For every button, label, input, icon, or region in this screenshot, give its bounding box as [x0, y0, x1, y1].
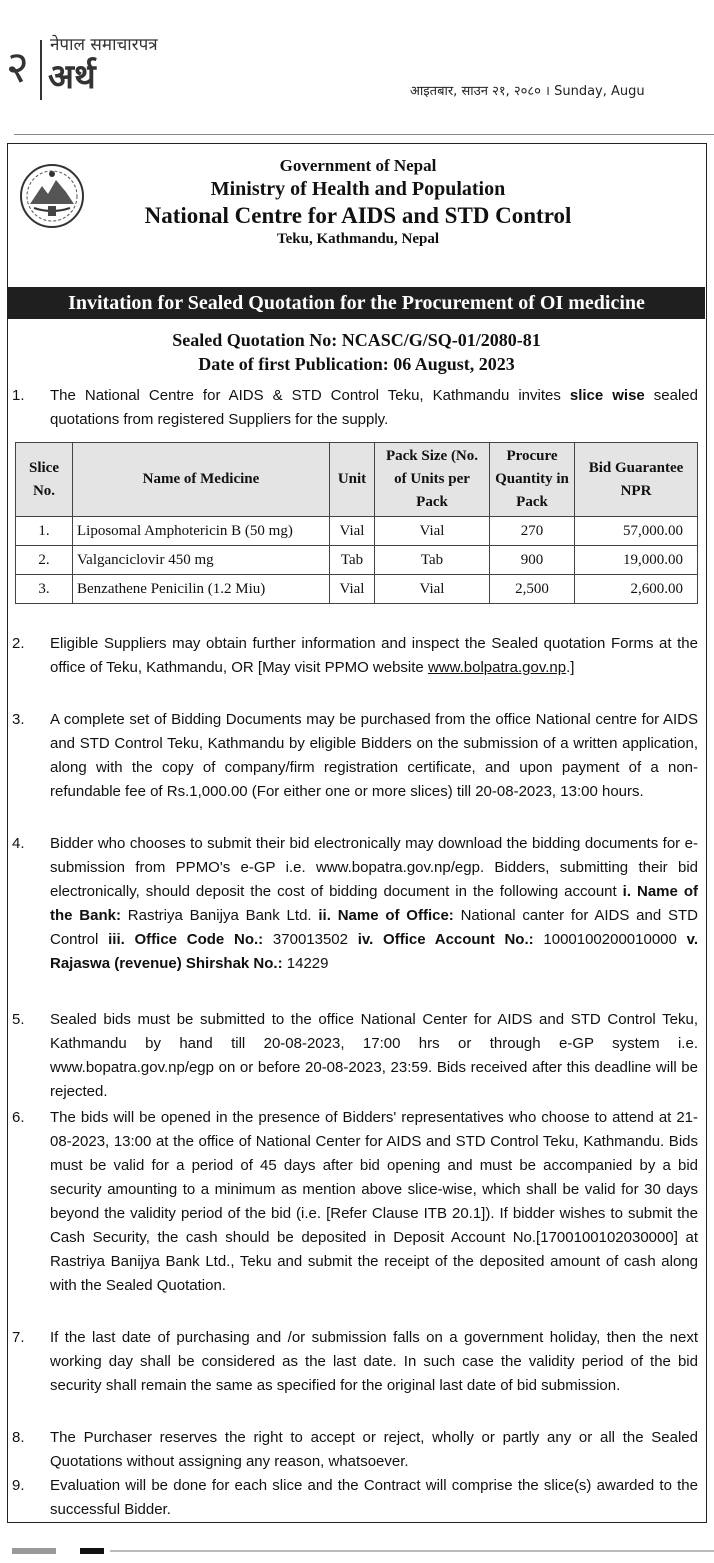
- cell-qty: 270: [490, 517, 575, 546]
- cell-slice: 3.: [16, 575, 73, 604]
- cell-pack: Vial: [375, 517, 490, 546]
- masthead-rule: [14, 134, 714, 135]
- clause-text-part: Rastriya Banijya Bank Ltd.: [120, 907, 319, 924]
- cell-pack: Tab: [375, 546, 490, 575]
- centre-line: National Centre for AIDS and STD Control: [144, 203, 572, 228]
- clause-number: 6.: [12, 1109, 25, 1126]
- dateline: आइतबार, साउन २१, २०८० । Sunday, Augu: [410, 84, 645, 99]
- clause-number: 8.: [12, 1429, 25, 1446]
- table-row: [16, 517, 698, 546]
- table-row: [16, 546, 698, 575]
- cell-bid: 2,600.00: [575, 575, 698, 604]
- clause-text: If the last date of purchasing and /or submission falls on a government holiday, then the next working day shall be considered as the last date. In such case the validity period of the bid security shall remain the same as specified for the original last date of bid submission.: [50, 1329, 698, 1394]
- clause-text-bold: i. Name of the Bank:: [50, 883, 698, 924]
- footer-bar-black: [80, 1548, 104, 1554]
- table-header-row: [16, 443, 698, 517]
- col-medicine: Name of Medicine: [73, 443, 330, 517]
- clause-text-bold: slice wise: [569, 387, 645, 404]
- clause-text: The bids will be opened in the presence of Bidders' representatives who choose to attend at 21-08-2023, 13:00 at the office of National Center for AIDS and STD Control Teku, Kathmandu. Bids must be valid for a period of 45 days after bid opening and must be accompanied by a bid security amounting to a minimum as mention above slice-wise, which shall be valid for 30 days beyond the validity period of the bid (i.e. [Refer Clause ITB 20.1]). If bidder wishes to submit the Cash Security, the cash should be deposited in Deposit Account No.[1700100102030000] at Rastriya Banijya Bank Ltd., Teku and submit the receipt of the deposited amount of cash along with the Sealed Quotation.: [50, 1109, 698, 1294]
- notice-banner: Invitation for Sealed Quotation for the Procurement of OI medicine: [8, 287, 705, 319]
- clause-text: The Purchaser reserves the right to accept or reject, wholly or partly any or all the Sealed Quotations without assigning any reason, whatsoever.: [50, 1429, 698, 1470]
- clause-text: [50, 832, 698, 976]
- newspaper-masthead: [0, 0, 714, 110]
- footer-rule: [110, 1550, 714, 1552]
- clause-text: Sealed bids must be submitted to the office National Center for AIDS and STD Control Teku, Kathmandu by hand till 20-08-2023, 17:00 hrs or through e-GP system i.e. www.bopatra.gov.np/egp on or before 20-08-2023, 23:59. Bids received after this deadline will be rejected.: [50, 1011, 698, 1100]
- medicine-table: [15, 442, 698, 604]
- col-quantity: Procure Quantity in Pack: [490, 443, 575, 517]
- clause-number: 2.: [12, 635, 25, 652]
- quotation-number: Sealed Quotation No: NCASC/G/SQ-01/2080-81: [172, 330, 541, 350]
- clause-text: Evaluation will be done for each slice and the Contract will comprise the slice(s) awarded to the successful Bidder.: [50, 1477, 698, 1518]
- col-pack-size: Pack Size (No. of Units per Pack: [375, 443, 490, 517]
- table-row: [16, 575, 698, 604]
- clause-text-part: 1000100200010000: [533, 931, 687, 948]
- clause-number: 9.: [12, 1477, 25, 1494]
- address-line: Teku, Kathmandu, Nepal: [277, 231, 439, 247]
- section-name: अर्थ: [48, 57, 96, 97]
- clause-text-bold: v. Rajaswa (revenue) Shirshak No.:: [50, 931, 699, 972]
- cell-bid: 19,000.00: [575, 546, 698, 575]
- page-number: २: [6, 42, 29, 93]
- clause-text-part: 14229: [282, 955, 329, 972]
- cell-bid: 57,000.00: [575, 517, 698, 546]
- clause-text: A complete set of Bidding Documents may be purchased from the office National centre for AIDS and STD Control Teku, Kathmandu by eligible Bidders on the submission of a written application, along with the copy of company/firm registration certificate, and upon payment of a non-refundable fee of Rs.1,000.00 (For either one or more slices) till 20-08-2023, 13:00 hours.: [50, 711, 698, 800]
- col-unit: Unit: [330, 443, 375, 517]
- clause-text: [50, 384, 698, 432]
- cell-medicine: Benzathene Penicilin (1.2 Miu): [73, 575, 330, 604]
- clause-text-part: National canter for AIDS and STD Control: [50, 907, 699, 948]
- cell-unit: Vial: [330, 575, 375, 604]
- clause-text-part: Bidder who chooses to submit their bid electronically may download the bidding documents for e-submission from PPMO's e-GP i.e. www.bopatra.gov.np/egp. Bidders, submitting their bid electronically, should deposit the cost of bidding document in the following account: [50, 835, 698, 900]
- government-line: Government of Nepal: [279, 156, 437, 175]
- clause-number: 5.: [12, 1011, 25, 1028]
- clause-number: 7.: [12, 1329, 25, 1346]
- footer-bar-grey: [12, 1548, 56, 1554]
- clause-text-bold: iv. Office Account No.:: [357, 931, 534, 948]
- cell-slice: 1.: [16, 517, 73, 546]
- cell-pack: Vial: [375, 575, 490, 604]
- clause-text: [50, 632, 698, 680]
- clause-text-bold: iii. Office Code No.:: [108, 931, 264, 948]
- col-slice: Slice No.: [16, 443, 73, 517]
- clause-number: 4.: [12, 835, 25, 852]
- cell-unit: Tab: [330, 546, 375, 575]
- clause-number: 1.: [12, 387, 25, 404]
- cell-slice: 2.: [16, 546, 73, 575]
- clause-text-part: 370013502: [263, 931, 358, 948]
- paper-name: नेपाल समाचारपत्र: [50, 35, 158, 55]
- cell-medicine: Valganciclovir 450 mg: [73, 546, 330, 575]
- tender-notice: [7, 143, 707, 1523]
- cell-unit: Vial: [330, 517, 375, 546]
- ppmo-website-link[interactable]: www.bolpatra.gov.np: [427, 659, 567, 676]
- masthead-divider: [40, 40, 42, 100]
- notice-header: [8, 154, 708, 248]
- quotation-info: [8, 328, 705, 376]
- cell-qty: 2,500: [490, 575, 575, 604]
- cell-qty: 900: [490, 546, 575, 575]
- publication-date: Date of first Publication: 06 August, 2023: [198, 354, 515, 374]
- clause-text-part: Eligible Suppliers may obtain further information and inspect the Sealed quotation Forms at the office of Teku, Kathmandu, OR [May visit PPMO website: [50, 635, 698, 676]
- clause-text-part: sealed quotations from registered Suppliers for the supply.: [50, 387, 698, 428]
- cell-medicine: Liposomal Amphotericin B (50 mg): [73, 517, 330, 546]
- clause-text-part: .]: [566, 659, 575, 676]
- col-bid-guarantee: Bid Guarantee NPR: [575, 443, 698, 517]
- ministry-line: Ministry of Health and Population: [210, 178, 506, 200]
- clause-text-bold: ii. Name of Office:: [318, 907, 454, 924]
- clause-text-part: The National Centre for AIDS & STD Control Teku, Kathmandu invites: [50, 387, 570, 404]
- clause-number: 3.: [12, 711, 25, 728]
